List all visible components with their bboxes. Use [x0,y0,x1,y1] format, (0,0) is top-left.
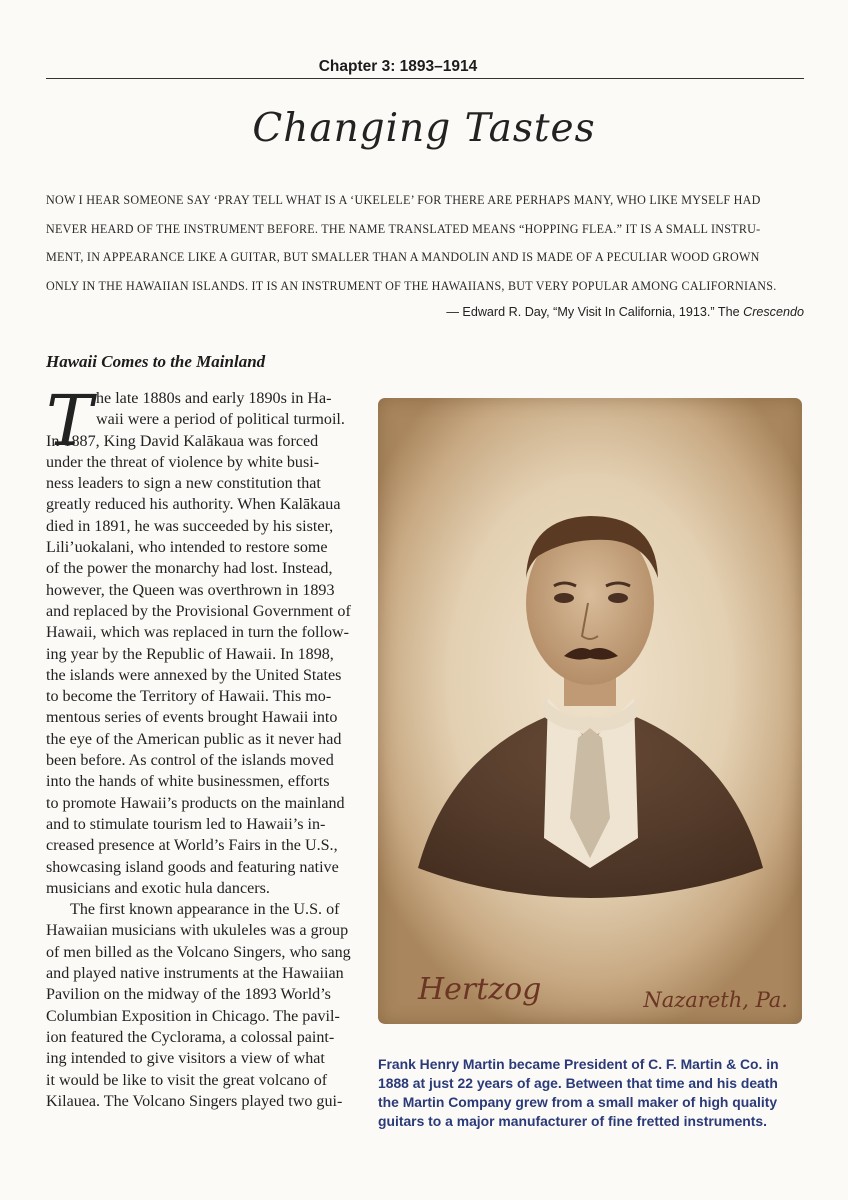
body-line: into the hands of white businessmen, efforts [46,773,330,791]
body-line: waii were a period of political turmoil. [96,411,345,429]
photographer-signature: Hertzog [418,972,542,1007]
body-line: ing intended to give visitors a view of what [46,1050,325,1068]
body-line: however, the Queen was overthrown in 1893 [46,581,335,599]
epigraph-line: MENT, IN APPEARANCE LIKE A GUITAR, BUT SMALLER THAN A MANDOLIN AND IS MADE OF A PECULIAR WOOD GROWN [46,250,760,264]
body-line: ion featured the Cyclorama, a colossal paint- [46,1028,335,1046]
body-line: to become the Territory of Hawaii. This mo- [46,688,332,706]
caption-line: Frank Henry Martin became President of C. F. Martin & Co. in [378,1056,779,1072]
body-line: it would be like to visit the great volcano of [46,1071,328,1089]
body-line: Hawaiian musicians with ukuleles was a group [46,922,349,940]
body-line: and to stimulate tourism led to Hawaii’s in- [46,815,326,833]
body-line: the eye of the American public as it never had [46,730,342,748]
body-line: Lili’uokalani, who intended to restore some [46,539,328,557]
body-line: and played native instruments at the Hawaiian [46,965,344,983]
epigraph-line: ONLY IN THE HAWAIIAN ISLANDS. IT IS AN INSTRUMENT OF THE HAWAIIANS, BUT VERY POPULAR AMONG CALIFORNIANS. [46,278,777,293]
body-line: the islands were annexed by the United States [46,666,342,684]
body-line: and replaced by the Provisional Government of [46,602,351,620]
header-rule [46,78,804,79]
caption-line: 1888 at just 22 years of age. Between that time and his death [378,1075,778,1091]
body-line: In 1887, King David Kalākaua was forced [46,432,319,450]
body-text [46,380,364,1112]
drop-cap: T [46,380,93,462]
body-line: under the threat of violence by white busi- [46,453,320,471]
attribution-text: — Edward R. Day, “My Visit In California, 1913.” The [446,305,744,319]
body-line: Hawaii, which was replaced in turn the follow- [46,624,349,642]
body-line: Columbian Exposition in Chicago. The pavil- [46,1007,340,1025]
attribution-source: Crescendo [743,305,804,319]
page-title: Changing Tastes [252,106,596,151]
body-line: ness leaders to sign a new constitution that [46,475,321,493]
body-line: of men billed as the Volcano Singers, who sang [46,943,351,961]
photo-caption [378,1055,806,1131]
section-heading: Hawaii Comes to the Mainland [46,352,266,371]
portrait-photo [378,398,802,1024]
photographer-location: Nazareth, Pa. [643,988,788,1012]
body-line: musicians and exotic hula dancers. [46,879,270,897]
epigraph-line: NEVER HEARD OF THE INSTRUMENT BEFORE. THE NAME TRANSLATED MEANS “HOPPING FLEA.” IT IS A SMALL INSTRU- [46,221,761,236]
body-line: died in 1891, he was succeeded by his sister, [46,517,334,535]
caption-line: guitars to a major manufacturer of fine fretted instruments. [378,1113,767,1129]
body-line: of the power the monarchy had lost. Instead, [46,560,333,578]
epigraph-attribution [446,305,804,319]
body-line: creased presence at World’s Fairs in the U.S., [46,837,338,855]
body-line: Kilauea. The Volcano Singers played two gui- [46,1092,343,1110]
body-line: Pavilion on the midway of the 1893 World’s [46,986,331,1004]
body-line: mentous series of events brought Hawaii into [46,709,338,727]
body-line: showcasing island goods and featuring native [46,858,339,876]
epigraph-line: NOW I HEAR SOMEONE SAY ‘PRAY TELL WHAT IS A ‘UKELELE’ FOR THERE ARE PERHAPS MANY, WHO LIKE MYSELF HAD [46,193,761,207]
chapter-header: Chapter 3: 1893–1914 [318,58,478,75]
caption-line: the Martin Company grew from a small maker of high quality [378,1094,778,1110]
body-line: been before. As control of the islands moved [46,752,334,770]
body-line: greatly reduced his authority. When Kalākaua [46,496,341,514]
body-line: The first known appearance in the U.S. of [70,901,340,919]
body-line: he late 1880s and early 1890s in Ha- [96,390,332,407]
portrait-illustration [378,398,802,1024]
epigraph [46,186,804,300]
body-line: to promote Hawaii’s products on the mainland [46,794,345,812]
body-line: ing year by the Republic of Hawaii. In 1898, [46,645,334,663]
